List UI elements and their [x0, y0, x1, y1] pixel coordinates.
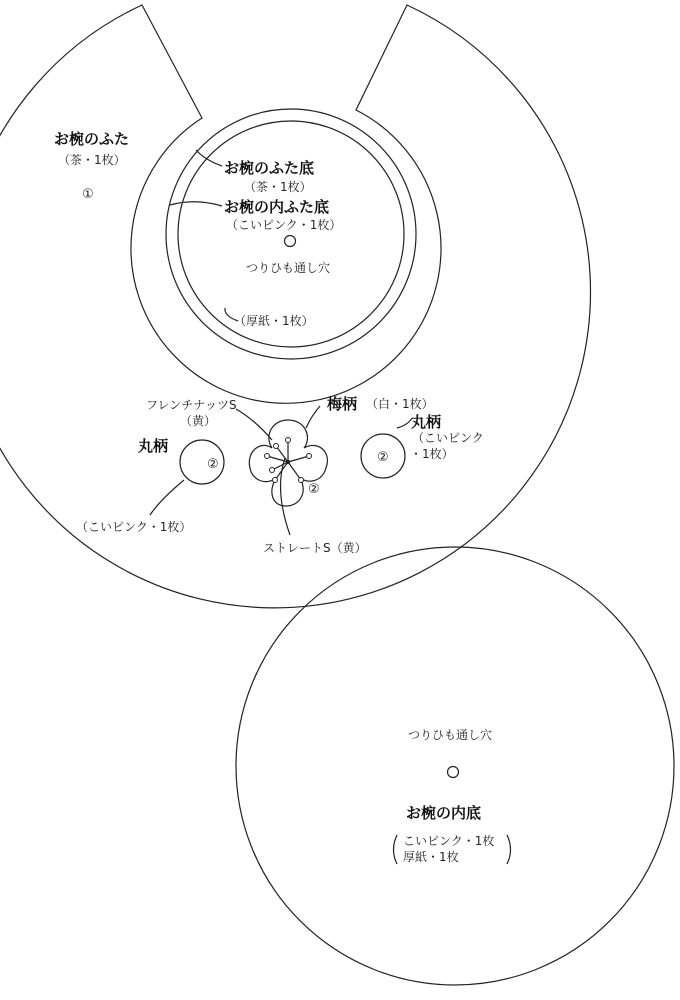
leader-french-knot	[236, 409, 272, 440]
hole-label-top: つりひも通し穴	[246, 261, 331, 275]
leader-round-right	[397, 418, 412, 428]
hanging-hole-top	[285, 236, 296, 247]
round-left-num: ②	[207, 457, 219, 472]
round-right-num: ②	[377, 450, 389, 465]
french-knot-line1: フレンチナッツS	[146, 398, 237, 412]
plum-sub: （白・1枚）	[366, 397, 434, 411]
inner-bottom-sub2: 厚紙・1枚	[403, 850, 459, 864]
lid-ring-outline	[0, 5, 591, 608]
french-knot-line2: （黄）	[180, 414, 217, 428]
plum-num: ②	[308, 482, 320, 497]
round-left-title: 丸柄	[138, 437, 169, 455]
bracket-right	[507, 835, 511, 864]
round-left-sub: （こいピンク・1枚）	[76, 520, 192, 534]
inner-bottom-hole-label: つりひも通し穴	[408, 728, 493, 742]
inner-lid-bottom-sub: （こいピンク・1枚）	[226, 218, 342, 232]
leader-inner-lid-bottom	[170, 202, 222, 206]
leader-lid-bottom	[196, 150, 222, 166]
round-right-sub2: ・1枚）	[410, 447, 454, 461]
lid-bottom-title: お椀のふた底	[224, 159, 315, 177]
inner-bottom-circle	[236, 547, 674, 985]
inner-bottom-sub1: こいピンク・1枚	[403, 834, 495, 848]
straight-stitch-label: ストレートS（黄）	[263, 541, 367, 555]
inner-lid-bottom-title: お椀の内ふた底	[224, 198, 330, 216]
inner-bottom-title: お椀の内底	[406, 804, 482, 822]
leader-round-left	[150, 480, 184, 515]
bracket-left	[394, 835, 398, 864]
round-right-sub1: （こいピンク	[412, 431, 484, 445]
lid-sub: （茶・1枚）	[58, 153, 126, 167]
cardboard-label: （厚紙・1枚）	[234, 314, 314, 328]
round-right-title: 丸柄	[411, 413, 442, 431]
lid-title: お椀のふた	[54, 130, 130, 148]
lid-num: ①	[82, 187, 94, 202]
hanging-hole-bottom	[448, 767, 459, 778]
plum-title: 梅柄	[327, 395, 358, 413]
leader-plum	[306, 406, 320, 428]
lid-bottom-sub: （茶・1枚）	[244, 180, 312, 194]
